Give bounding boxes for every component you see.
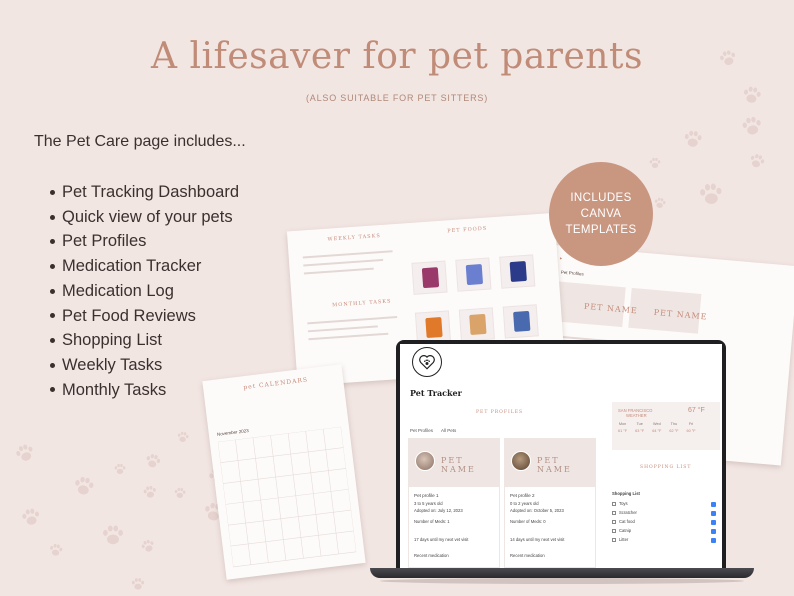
food-product (455, 257, 491, 291)
feature-item (50, 180, 239, 205)
weather-label: WEATHER (626, 413, 647, 418)
shopping-item-label: Cat food (619, 519, 635, 524)
paw-print-icon (100, 522, 126, 548)
page-title: A lifesaver for pet parents (151, 36, 643, 77)
shopping-list (612, 459, 720, 569)
text-line (308, 325, 378, 332)
forecast-day-name: Thu (670, 422, 678, 426)
page-icon (612, 538, 616, 542)
laptop-shadow (380, 578, 744, 584)
shopping-item[interactable] (612, 528, 720, 536)
pet-adopted: Adopted on: October 5, 2023 (510, 508, 564, 513)
bullet-icon (50, 338, 55, 343)
shopping-item-label: Toys (619, 501, 628, 506)
forecast-day-name: Tue (636, 422, 643, 426)
paw-print-icon (141, 483, 160, 502)
tab-pet-profiles[interactable]: Pet Profiles (410, 428, 434, 433)
paw-print-icon (175, 429, 191, 445)
pet-avatar (415, 451, 435, 471)
pet-name: PET NAME (441, 456, 476, 474)
pet-age: 0 to 2 years old (510, 501, 539, 506)
pet-meds-count: Number of Meds: 0 (510, 519, 546, 524)
shopping-item-label: Catnip (619, 528, 632, 533)
pet-recent-medication: Recent medication (414, 553, 449, 558)
text-line (304, 268, 374, 275)
pet-card-title: Pet profile 2 (510, 493, 535, 498)
bullet-icon (50, 363, 55, 368)
forecast-day-name: Wed (652, 422, 661, 426)
food-product (411, 261, 447, 295)
feature-item (50, 279, 239, 304)
sheet-note: ▸ (559, 255, 563, 261)
feature-item (50, 205, 239, 230)
checkbox[interactable] (711, 511, 716, 516)
pet-card-title: Pet profile 1 (414, 493, 439, 498)
paw-print-icon (172, 485, 187, 500)
feature-label: Pet Tracking Dashboard (62, 183, 240, 201)
bullet-icon (50, 289, 55, 294)
checkbox[interactable] (711, 538, 716, 543)
food-product (503, 304, 539, 338)
canva-templates-badge: INCLUDES CANVA TEMPLATES (549, 162, 653, 266)
paw-print-icon (130, 576, 146, 592)
feature-label: Weekly Tasks (62, 355, 163, 374)
pet-cover (409, 439, 499, 487)
weather-city: SAN FRANCISCO (618, 408, 653, 413)
pet-age: 3 to 5 years old (414, 501, 443, 506)
forecast-day (687, 422, 696, 433)
shopping-list-heading: SHOPPING LIST (640, 465, 692, 470)
feature-label: Pet Profiles (62, 232, 147, 251)
forecast-day (652, 422, 661, 433)
forecast-day-name: Fri (688, 422, 694, 426)
pet-card[interactable] (408, 438, 500, 568)
shopping-item[interactable] (612, 510, 720, 518)
feature-item (50, 328, 239, 353)
paw-print-icon (113, 462, 127, 476)
heart-paw-icon (412, 347, 442, 377)
text-line (307, 316, 397, 324)
paw-print-icon (47, 541, 66, 560)
pet-vet-visit: 17 days until my next vet visit (414, 537, 469, 542)
paw-print-icon (11, 439, 39, 467)
calendar-sheet-mockup (202, 364, 365, 580)
page-icon (612, 511, 616, 515)
shopping-item-label: Scratcher (619, 510, 637, 515)
pet-avatar (511, 451, 531, 471)
paw-print-icon (138, 536, 159, 557)
shopping-item[interactable] (612, 537, 720, 545)
tab-all-pets[interactable]: All Pets (441, 428, 457, 433)
shopping-item-label: Litter (619, 537, 629, 542)
feature-item (50, 304, 239, 329)
profile-tabs[interactable] (410, 428, 456, 433)
forecast-day (618, 422, 627, 433)
weekly-tasks-heading: WEEKLY TASKS (327, 233, 381, 243)
forecast-temp: 60 °F (686, 429, 696, 433)
pet-cover (505, 439, 595, 487)
forecast-temp: 64 °F (652, 429, 662, 433)
food-product (459, 307, 495, 341)
feature-item (50, 254, 239, 279)
text-line (303, 259, 383, 267)
pet-tracker-title: Pet Tracker (410, 388, 462, 398)
shopping-item[interactable] (612, 501, 720, 509)
paw-print-icon (681, 127, 705, 151)
text-line (308, 333, 388, 341)
pet-foods-heading: PET FOODS (447, 225, 488, 235)
page-subtitle: (ALSO SUITABLE FOR PET SITTERS) (306, 93, 488, 103)
monthly-tasks-heading: MONTHLY TASKS (331, 298, 392, 309)
food-product (499, 254, 535, 288)
pet-vet-visit: 14 days until my next vet visit (510, 537, 565, 542)
page-icon (612, 502, 616, 506)
calendar-grid (218, 427, 357, 569)
forecast-day (635, 422, 644, 433)
bullet-icon (50, 239, 55, 244)
weather-temp: 67 °F (688, 407, 705, 414)
text-line (303, 250, 393, 258)
forecast-temp: 62 °F (669, 429, 679, 433)
checkbox[interactable] (711, 502, 716, 507)
pet-profiles-heading: PET PROFILES (476, 410, 524, 415)
pet-adopted: Adopted on: July 12, 2023 (414, 508, 463, 513)
paw-print-icon (18, 504, 43, 529)
bullet-icon (50, 264, 55, 269)
paw-print-icon (745, 149, 768, 172)
pet-meds-count: Number of Meds: 1 (414, 519, 450, 524)
feature-label: Quick view of your pets (62, 207, 233, 226)
feature-label: Pet Food Reviews (62, 306, 196, 325)
forecast-day-name: Mon (618, 422, 627, 426)
calendar-heading: pet CALENDARS (243, 376, 309, 392)
bullet-icon (50, 313, 55, 318)
feature-label: Monthly Tasks (62, 380, 167, 399)
paw-print-icon (738, 112, 766, 140)
feature-label: Shopping List (62, 331, 162, 350)
laptop-base (370, 568, 754, 578)
checkbox[interactable] (711, 529, 716, 534)
paw-print-icon (70, 472, 98, 500)
forecast-temp: 61 °F (618, 429, 628, 433)
page-icon (612, 520, 616, 524)
pet-name: PET NAME (537, 456, 572, 474)
bullet-icon (50, 387, 55, 392)
feature-list (50, 180, 239, 402)
page-icon (612, 529, 616, 533)
forecast-day (669, 422, 678, 433)
forecast-temp: 63 °F (635, 429, 645, 433)
bullet-icon (50, 190, 55, 195)
shopping-item[interactable] (612, 519, 720, 527)
paw-print-icon (652, 195, 668, 211)
paw-print-icon (696, 179, 726, 209)
paw-print-icon (142, 450, 164, 472)
calendar-month: November 2023 (216, 428, 250, 437)
intro-text: The Pet Care page includes... (34, 133, 246, 150)
laptop-screen (396, 340, 726, 570)
feature-label: Medication Tracker (62, 257, 202, 276)
feature-item (50, 353, 239, 378)
paw-print-icon (648, 156, 662, 170)
shopping-list-title: Shopping List (612, 491, 640, 496)
pet-name-label: PET NAME (653, 307, 708, 322)
pet-tracker-page (400, 344, 722, 570)
bullet-icon (50, 215, 55, 220)
feature-item (50, 229, 239, 254)
feature-label: Medication Log (62, 281, 174, 300)
pet-recent-medication: Recent medication (510, 553, 545, 558)
sheet-tab: Pet Profiles (560, 269, 584, 277)
pet-card[interactable] (504, 438, 596, 568)
checkbox[interactable] (711, 520, 716, 525)
weather-widget (612, 402, 720, 450)
pet-name-label: PET NAME (583, 301, 639, 316)
weather-forecast (618, 422, 696, 433)
